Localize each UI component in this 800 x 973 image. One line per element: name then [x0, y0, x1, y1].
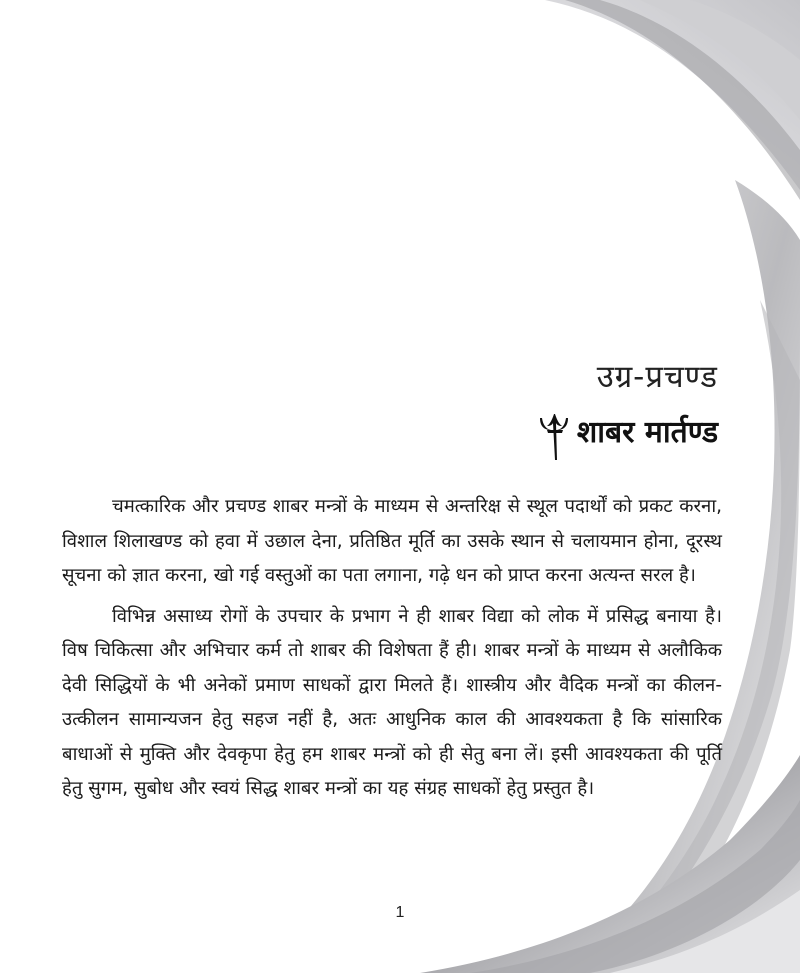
- title-line-2-row: [537, 404, 718, 462]
- paragraph-2: विभिन्न असाध्य रोगों के उपचार के प्रभाग ने ही शाबर विद्या को लोक में प्रसिद्ध बनाया है। विष चिकित्सा और अभिचार कर्म तो शाबर की विशेषता हैं ही। शाबर मन्त्रों के माध्यम से अलौकिक देवी सिद्धियों के भी अनेकों प्रमाण साधकों द्वारा मिलते हैं। शास्त्रीय और वैदिक मन्त्रों का कीलन-उत्कीलन सामान्यजन हेतु सहज नहीं है, अतः आधुनिक काल की आवश्यकता है कि सांसारिक बाधाओं से मुक्ति और देवकृपा हेतु हम शाबर मन्त्रों को ही सेतु बना लें। इसी आवश्यकता की पूर्ति हेतु सुगम, सुबोध और स्वयं सिद्ध शाबर मन्त्रों का यह संग्रह साधकों हेतु प्रस्तुत है।: [62, 605, 722, 799]
- paragraph-1: चमत्कारिक और प्रचण्ड शाबर मन्त्रों के माध्यम से अन्तरिक्ष से स्थूल पदार्थों को प्रकट करना, विशाल शिलाखण्ड को हवा में उछाल देना, प्रतिष्ठित मूर्ति का उसके स्थान से चलायमान होना, दूरस्थ सूचना को ज्ञात करना, खो गई वस्तुओं का पता लगाना, गढ़े धन को प्राप्त करना अत्यन्त सरल है।: [62, 496, 722, 586]
- page-number: 1: [395, 904, 405, 921]
- trident-icon: [537, 408, 571, 462]
- title-block: [537, 356, 718, 462]
- title-line-1: उग्र-प्रचण्ड: [596, 359, 718, 395]
- body-text: [62, 490, 722, 813]
- title-main: शाबर मार्तण्ड: [576, 415, 718, 450]
